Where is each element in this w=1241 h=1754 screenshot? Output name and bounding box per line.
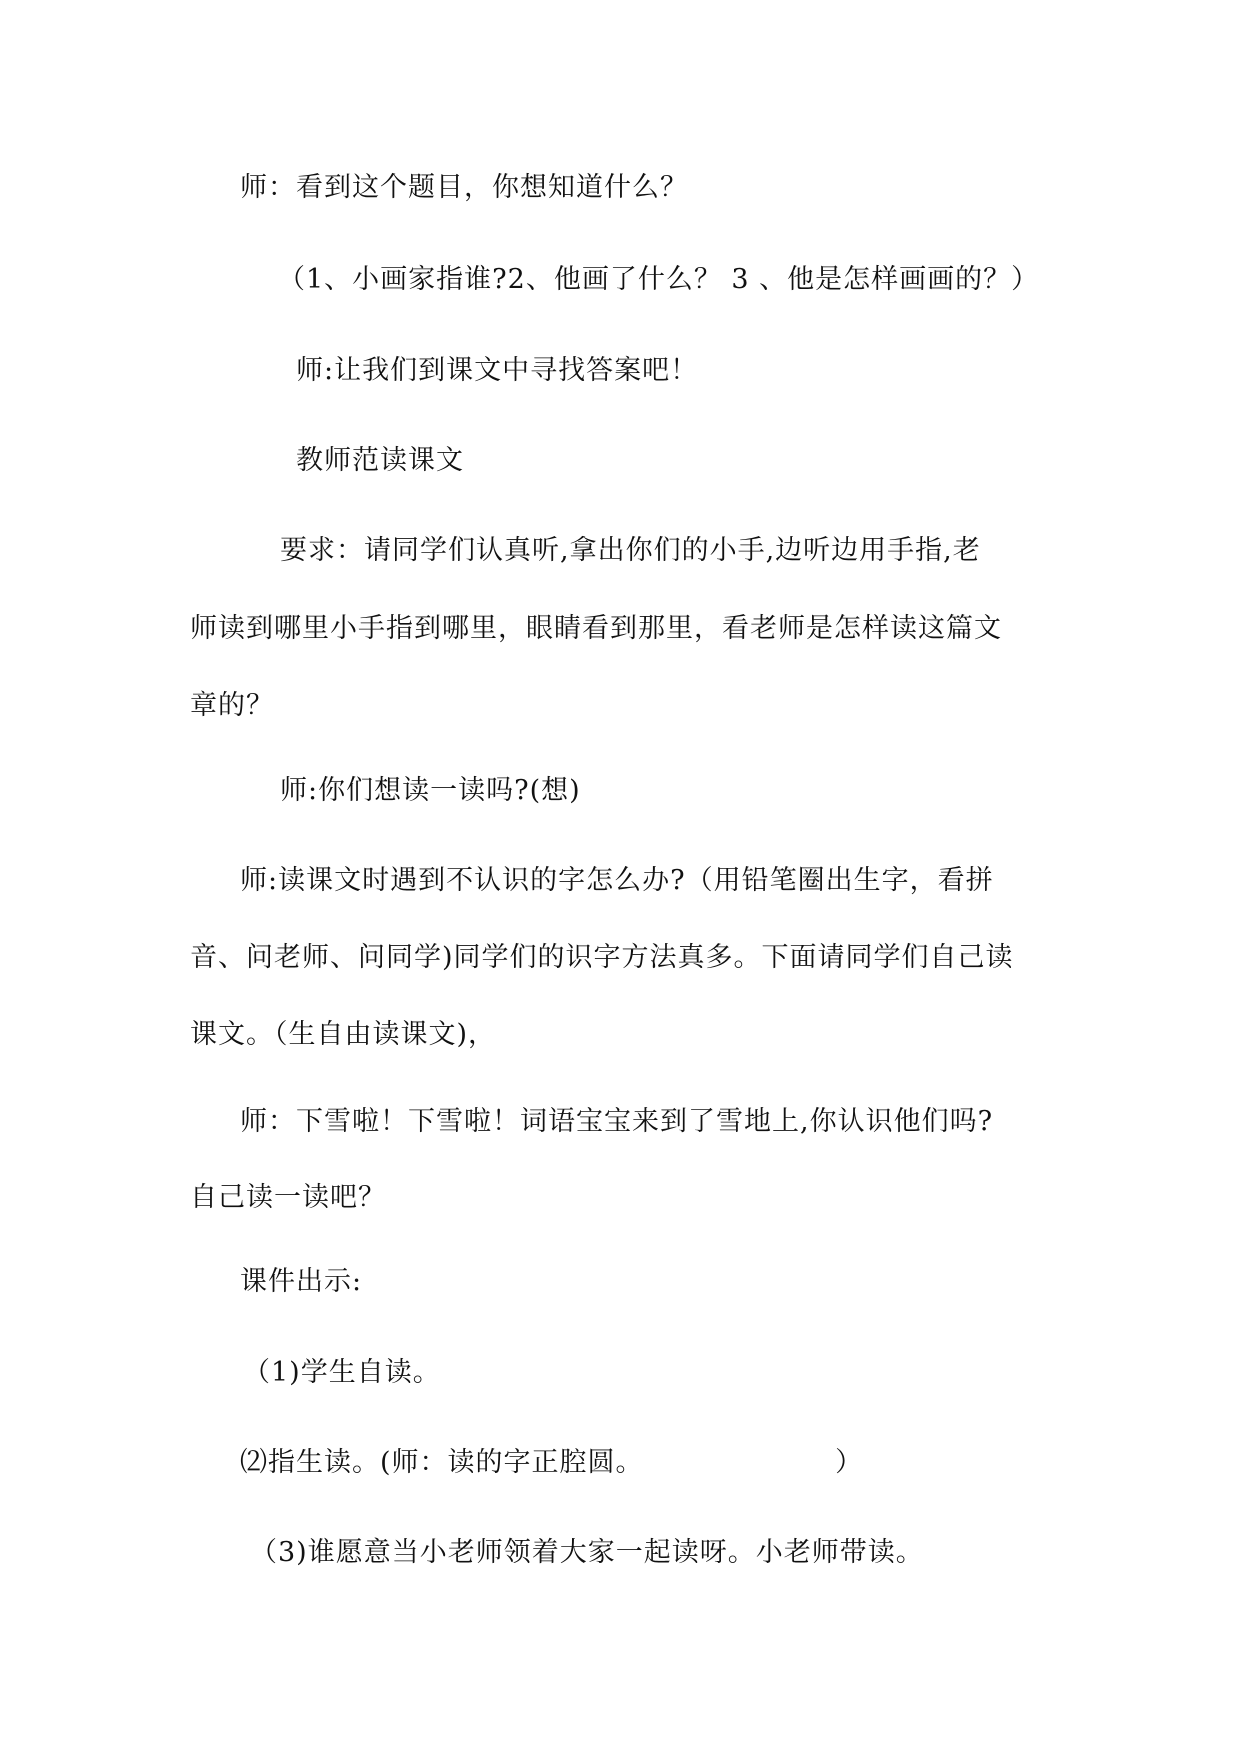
paragraph-line: 章的？ xyxy=(190,690,274,721)
paragraph-line: 师：下雪啦！下雪啦！词语宝宝来到了雪地上,你认识他们吗? xyxy=(240,1106,994,1137)
paragraph-line: 自己读一读吧？ xyxy=(190,1182,386,1213)
paragraph-line: ⑵指生读。(师：读的字正腔圆。 ） xyxy=(240,1447,864,1478)
paragraph-line: 师：看到这个题目，你想知道什么？ xyxy=(240,172,688,203)
paragraph-line: 师:让我们到课文中寻找答案吧！ xyxy=(296,355,699,386)
paragraph-line: 课件出示: xyxy=(240,1266,363,1297)
paragraph-line: 课文。（生自由读课文)， xyxy=(190,1019,497,1050)
paragraph-line: 音、问老师、问同学)同学们的识字方法真多。下面请同学们自己读 xyxy=(190,942,1014,973)
paragraph-line: 教师范读课文 xyxy=(296,445,464,476)
paragraph-line: （1)学生自读。 xyxy=(243,1357,441,1388)
paragraph-line: 师:读课文时遇到不认识的字怎么办?（用铅笔圈出生字，看拼 xyxy=(240,865,994,896)
paragraph-line: 师读到哪里小手指到哪里，眼睛看到那里，看老师是怎样读这篇文 xyxy=(190,613,1002,644)
paragraph-line: 师:你们想读一读吗?(想) xyxy=(280,775,581,806)
paragraph-line: （1、小画家指谁?2、他画了什么？ 3 、他是怎样画画的？） xyxy=(278,264,1040,295)
paragraph-line: （3)谁愿意当小老师领着大家一起读呀。小老师带读。 xyxy=(250,1537,924,1568)
paragraph-line: 要求：请同学们认真听,拿出你们的小手,边听边用手指,老 xyxy=(280,535,981,566)
